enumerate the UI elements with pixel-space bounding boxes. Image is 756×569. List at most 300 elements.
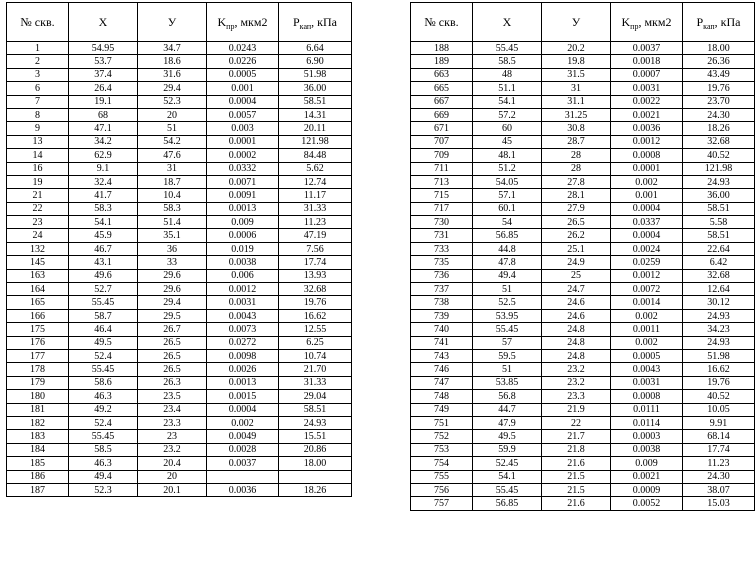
table-row	[7, 390, 352, 403]
table-row	[7, 216, 352, 229]
cell-y: 26.5	[138, 363, 207, 376]
cell-x: 55.45	[69, 430, 138, 443]
cell-x: 56.85	[473, 229, 542, 242]
cell-permeability: 0.002	[611, 336, 683, 349]
cell-well-number: 748	[411, 390, 473, 403]
cell-capillary-pressure: 6.25	[279, 336, 352, 349]
cell-capillary-pressure: 12.64	[683, 283, 755, 296]
cell-capillary-pressure: 18.00	[683, 42, 755, 55]
cell-well-number: 177	[7, 349, 69, 362]
cell-x: 57	[473, 336, 542, 349]
cell-well-number: 735	[411, 256, 473, 269]
cell-capillary-pressure: 6.42	[683, 256, 755, 269]
cell-x: 60	[473, 122, 542, 135]
cell-well-number: 185	[7, 457, 69, 470]
table-row	[411, 457, 755, 470]
cell-capillary-pressure: 16.62	[683, 363, 755, 376]
cell-x: 49.4	[473, 269, 542, 282]
cell-x: 59.5	[473, 349, 542, 362]
cell-well-number: 176	[7, 336, 69, 349]
header-k-symbol: K	[621, 14, 631, 29]
cell-capillary-pressure: 58.51	[683, 229, 755, 242]
cell-x: 52.7	[69, 283, 138, 296]
cell-y: 29.4	[138, 82, 207, 95]
table-row	[411, 483, 755, 496]
cell-y: 23.4	[138, 403, 207, 416]
table-row	[411, 55, 755, 68]
cell-x: 51.1	[473, 82, 542, 95]
cell-capillary-pressure: 36.00	[683, 189, 755, 202]
cell-well-number: 21	[7, 189, 69, 202]
cell-capillary-pressure: 24.93	[683, 336, 755, 349]
cell-capillary-pressure: 51.98	[279, 68, 352, 81]
cell-capillary-pressure	[279, 470, 352, 483]
cell-permeability: 0.0001	[611, 162, 683, 175]
cell-capillary-pressure: 15.51	[279, 430, 352, 443]
cell-x: 57.2	[473, 108, 542, 121]
cell-y: 21.7	[542, 430, 611, 443]
cell-permeability: 0.0005	[611, 349, 683, 362]
table-row	[7, 457, 352, 470]
cell-y: 29.6	[138, 283, 207, 296]
cell-well-number: 740	[411, 323, 473, 336]
cell-y: 24.6	[542, 296, 611, 309]
cell-capillary-pressure: 11.17	[279, 189, 352, 202]
table-row	[411, 470, 755, 483]
cell-x: 44.7	[473, 403, 542, 416]
cell-y: 20.2	[542, 42, 611, 55]
cell-permeability: 0.003	[207, 122, 279, 135]
cell-capillary-pressure: 34.23	[683, 323, 755, 336]
cell-y: 19.8	[542, 55, 611, 68]
cell-permeability: 0.0021	[611, 108, 683, 121]
cell-permeability: 0.0038	[207, 256, 279, 269]
cell-well-number: 183	[7, 430, 69, 443]
cell-y: 20	[138, 470, 207, 483]
cell-capillary-pressure: 24.93	[683, 309, 755, 322]
table-row	[7, 135, 352, 148]
cell-capillary-pressure: 11.23	[279, 216, 352, 229]
table-row	[411, 229, 755, 242]
header-x: X	[69, 3, 138, 42]
cell-y: 23.3	[542, 390, 611, 403]
cell-well-number: 189	[411, 55, 473, 68]
cell-x: 59.9	[473, 443, 542, 456]
cell-capillary-pressure: 58.51	[683, 202, 755, 215]
cell-y: 21.8	[542, 443, 611, 456]
cell-x: 49.5	[69, 336, 138, 349]
cell-x: 55.45	[473, 483, 542, 496]
cell-well-number: 743	[411, 349, 473, 362]
header-p-unit: , кПа	[311, 14, 337, 29]
cell-x: 51	[473, 283, 542, 296]
cell-x: 58.7	[69, 309, 138, 322]
cell-permeability: 0.0012	[611, 135, 683, 148]
cell-y: 51	[138, 122, 207, 135]
cell-y: 20	[138, 108, 207, 121]
cell-permeability: 0.0049	[207, 430, 279, 443]
cell-x: 37.4	[69, 68, 138, 81]
cell-well-number: 164	[7, 283, 69, 296]
cell-capillary-pressure: 58.51	[279, 95, 352, 108]
cell-well-number: 754	[411, 457, 473, 470]
cell-x: 34.2	[69, 135, 138, 148]
cell-permeability: 0.0018	[611, 55, 683, 68]
table-row	[7, 68, 352, 81]
header-well-number: № скв.	[411, 3, 473, 42]
right-data-table	[410, 2, 755, 511]
cell-well-number: 663	[411, 68, 473, 81]
cell-permeability: 0.0098	[207, 349, 279, 362]
cell-well-number: 166	[7, 309, 69, 322]
cell-x: 55.45	[69, 363, 138, 376]
table-row	[7, 269, 352, 282]
cell-permeability: 0.0272	[207, 336, 279, 349]
cell-x: 26.4	[69, 82, 138, 95]
cell-y: 27.8	[542, 175, 611, 188]
cell-capillary-pressure: 9.91	[683, 416, 755, 429]
table-row	[7, 42, 352, 55]
cell-x: 43.1	[69, 256, 138, 269]
cell-y: 26.5	[138, 349, 207, 362]
table-row	[411, 336, 755, 349]
cell-permeability: 0.0111	[611, 403, 683, 416]
header-x: X	[473, 3, 542, 42]
cell-x: 56.8	[473, 390, 542, 403]
cell-x: 48	[473, 68, 542, 81]
table-row	[411, 416, 755, 429]
header-y: У	[542, 3, 611, 42]
cell-permeability: 0.0011	[611, 323, 683, 336]
cell-x: 53.95	[473, 309, 542, 322]
cell-permeability: 0.0012	[611, 269, 683, 282]
cell-capillary-pressure: 19.76	[683, 376, 755, 389]
table-row	[411, 256, 755, 269]
cell-capillary-pressure: 18.00	[279, 457, 352, 470]
table-row	[411, 149, 755, 162]
cell-y: 31.25	[542, 108, 611, 121]
cell-x: 46.7	[69, 242, 138, 255]
cell-well-number: 711	[411, 162, 473, 175]
cell-capillary-pressure: 15.03	[683, 497, 755, 510]
table-row	[411, 390, 755, 403]
cell-y: 36	[138, 242, 207, 255]
cell-well-number: 757	[411, 497, 473, 510]
cell-x: 54	[473, 216, 542, 229]
cell-well-number: 707	[411, 135, 473, 148]
cell-permeability: 0.0008	[611, 149, 683, 162]
cell-x: 52.3	[69, 483, 138, 496]
cell-capillary-pressure: 20.86	[279, 443, 352, 456]
cell-well-number: 736	[411, 269, 473, 282]
table-row	[411, 403, 755, 416]
cell-permeability: 0.0332	[207, 162, 279, 175]
cell-x: 53.85	[473, 376, 542, 389]
cell-permeability: 0.0002	[207, 149, 279, 162]
cell-permeability: 0.0037	[207, 457, 279, 470]
table-row	[411, 82, 755, 95]
table-row	[411, 189, 755, 202]
cell-capillary-pressure: 47.19	[279, 229, 352, 242]
cell-well-number: 1	[7, 42, 69, 55]
cell-y: 21.6	[542, 497, 611, 510]
cell-x: 49.6	[69, 269, 138, 282]
cell-well-number: 187	[7, 483, 69, 496]
cell-x: 58.5	[473, 55, 542, 68]
cell-y: 21.6	[542, 457, 611, 470]
cell-permeability: 0.0004	[611, 229, 683, 242]
cell-y: 28	[542, 162, 611, 175]
cell-well-number: 671	[411, 122, 473, 135]
cell-capillary-pressure: 12.55	[279, 323, 352, 336]
cell-well-number: 181	[7, 403, 69, 416]
header-p-subscript: кап	[703, 21, 715, 31]
table-row	[411, 363, 755, 376]
cell-x: 56.85	[473, 497, 542, 510]
cell-capillary-pressure: 12.74	[279, 175, 352, 188]
cell-capillary-pressure: 7.56	[279, 242, 352, 255]
header-capillary-pressure	[279, 3, 352, 42]
cell-well-number: 6	[7, 82, 69, 95]
cell-y: 25	[542, 269, 611, 282]
header-well-number: № скв.	[7, 3, 69, 42]
cell-y: 31.5	[542, 68, 611, 81]
cell-y: 52.3	[138, 95, 207, 108]
cell-x: 58.3	[69, 202, 138, 215]
cell-well-number: 22	[7, 202, 69, 215]
cell-well-number: 180	[7, 390, 69, 403]
cell-x: 52.4	[69, 349, 138, 362]
cell-well-number: 730	[411, 216, 473, 229]
cell-capillary-pressure: 14.31	[279, 108, 352, 121]
header-p-symbol: P	[292, 14, 300, 29]
cell-well-number: 23	[7, 216, 69, 229]
cell-y: 23.2	[138, 443, 207, 456]
cell-permeability: 0.0091	[207, 189, 279, 202]
cell-well-number: 755	[411, 470, 473, 483]
table-row	[411, 430, 755, 443]
cell-permeability: 0.0114	[611, 416, 683, 429]
cell-permeability: 0.0038	[611, 443, 683, 456]
cell-x: 54.05	[473, 175, 542, 188]
cell-permeability: 0.0037	[611, 42, 683, 55]
table-row	[7, 149, 352, 162]
cell-well-number: 751	[411, 416, 473, 429]
cell-permeability: 0.0073	[207, 323, 279, 336]
cell-well-number: 747	[411, 376, 473, 389]
cell-permeability: 0.009	[611, 457, 683, 470]
cell-y: 29.4	[138, 296, 207, 309]
cell-y: 30.8	[542, 122, 611, 135]
cell-well-number: 741	[411, 336, 473, 349]
header-k-unit: , мкм2	[638, 14, 672, 29]
table-row	[411, 269, 755, 282]
cell-capillary-pressure: 40.52	[683, 149, 755, 162]
cell-permeability: 0.0004	[207, 95, 279, 108]
table-row	[411, 68, 755, 81]
cell-capillary-pressure: 18.26	[683, 122, 755, 135]
cell-y: 54.2	[138, 135, 207, 148]
cell-x: 62.9	[69, 149, 138, 162]
cell-well-number: 132	[7, 242, 69, 255]
cell-permeability: 0.0036	[611, 122, 683, 135]
table-row	[7, 336, 352, 349]
cell-y: 21.9	[542, 403, 611, 416]
cell-y: 28.7	[542, 135, 611, 148]
table-row	[411, 162, 755, 175]
table-row	[411, 202, 755, 215]
table-row	[411, 323, 755, 336]
cell-y: 20.4	[138, 457, 207, 470]
cell-permeability: 0.0226	[207, 55, 279, 68]
table-row	[7, 229, 352, 242]
table-row	[7, 162, 352, 175]
cell-well-number: 746	[411, 363, 473, 376]
cell-y: 23.5	[138, 390, 207, 403]
cell-capillary-pressure: 26.36	[683, 55, 755, 68]
left-table-body	[7, 42, 352, 497]
cell-y: 33	[138, 256, 207, 269]
cell-permeability: 0.0013	[207, 376, 279, 389]
cell-y: 24.8	[542, 336, 611, 349]
cell-permeability: 0.0004	[611, 202, 683, 215]
cell-x: 41.7	[69, 189, 138, 202]
cell-permeability: 0.0015	[207, 390, 279, 403]
cell-well-number: 715	[411, 189, 473, 202]
table-row	[411, 216, 755, 229]
cell-x: 54.95	[69, 42, 138, 55]
cell-capillary-pressure: 121.98	[279, 135, 352, 148]
cell-y: 25.1	[542, 242, 611, 255]
cell-x: 57.1	[473, 189, 542, 202]
cell-well-number: 178	[7, 363, 69, 376]
cell-y: 22	[542, 416, 611, 429]
cell-well-number: 145	[7, 256, 69, 269]
cell-permeability: 0.0036	[207, 483, 279, 496]
cell-well-number: 667	[411, 95, 473, 108]
cell-x: 47.8	[473, 256, 542, 269]
cell-capillary-pressure: 5.62	[279, 162, 352, 175]
cell-well-number: 14	[7, 149, 69, 162]
cell-permeability: 0.019	[207, 242, 279, 255]
cell-well-number: 709	[411, 149, 473, 162]
cell-capillary-pressure: 16.62	[279, 309, 352, 322]
cell-y: 27.9	[542, 202, 611, 215]
table-row	[411, 242, 755, 255]
table-row	[7, 349, 352, 362]
table-row	[411, 497, 755, 510]
header-permeability	[207, 3, 279, 42]
cell-y: 29.6	[138, 269, 207, 282]
cell-well-number: 8	[7, 108, 69, 121]
header-permeability	[611, 3, 683, 42]
cell-y: 35.1	[138, 229, 207, 242]
table-row	[7, 242, 352, 255]
cell-permeability: 0.0071	[207, 175, 279, 188]
header-p-symbol: P	[696, 14, 704, 29]
cell-y: 24.8	[542, 323, 611, 336]
cell-capillary-pressure: 84.48	[279, 149, 352, 162]
table-row	[411, 309, 755, 322]
cell-capillary-pressure: 10.74	[279, 349, 352, 362]
cell-capillary-pressure: 43.49	[683, 68, 755, 81]
cell-permeability: 0.0004	[207, 403, 279, 416]
table-row	[7, 483, 352, 496]
cell-y: 26.7	[138, 323, 207, 336]
cell-well-number: 16	[7, 162, 69, 175]
cell-permeability: 0.0001	[207, 135, 279, 148]
cell-capillary-pressure: 24.30	[683, 470, 755, 483]
cell-x: 32.4	[69, 175, 138, 188]
cell-x: 54.1	[69, 216, 138, 229]
cell-capillary-pressure: 10.05	[683, 403, 755, 416]
header-p-subscript: кап	[299, 21, 312, 31]
right-table-body	[411, 42, 755, 511]
cell-x: 58.6	[69, 376, 138, 389]
cell-permeability: 0.0072	[611, 283, 683, 296]
cell-well-number: 756	[411, 483, 473, 496]
table-row	[7, 470, 352, 483]
cell-y: 10.4	[138, 189, 207, 202]
cell-well-number: 179	[7, 376, 69, 389]
cell-x: 60.1	[473, 202, 542, 215]
cell-capillary-pressure: 17.74	[683, 443, 755, 456]
cell-capillary-pressure: 32.68	[683, 269, 755, 282]
table-row	[7, 108, 352, 121]
cell-permeability: 0.0012	[207, 283, 279, 296]
cell-permeability: 0.0013	[207, 202, 279, 215]
cell-x: 19.1	[69, 95, 138, 108]
cell-x: 51	[473, 363, 542, 376]
table-row	[411, 376, 755, 389]
cell-well-number: 753	[411, 443, 473, 456]
cell-capillary-pressure: 36.00	[279, 82, 352, 95]
cell-permeability: 0.0014	[611, 296, 683, 309]
cell-y: 23.2	[542, 363, 611, 376]
cell-permeability: 0.0243	[207, 42, 279, 55]
cell-capillary-pressure: 40.52	[683, 390, 755, 403]
cell-capillary-pressure: 24.30	[683, 108, 755, 121]
cell-permeability: 0.009	[207, 216, 279, 229]
cell-y: 58.3	[138, 202, 207, 215]
cell-well-number: 749	[411, 403, 473, 416]
cell-x: 49.5	[473, 430, 542, 443]
cell-x: 55.45	[473, 42, 542, 55]
table-row	[7, 122, 352, 135]
cell-y: 28.1	[542, 189, 611, 202]
cell-permeability: 0.0337	[611, 216, 683, 229]
cell-capillary-pressure: 20.11	[279, 122, 352, 135]
cell-x: 68	[69, 108, 138, 121]
table-row	[7, 95, 352, 108]
table-row	[411, 135, 755, 148]
cell-permeability: 0.0009	[611, 483, 683, 496]
cell-capillary-pressure: 24.93	[683, 175, 755, 188]
cell-well-number: 669	[411, 108, 473, 121]
cell-y: 23	[138, 430, 207, 443]
cell-x: 53.7	[69, 55, 138, 68]
cell-well-number: 182	[7, 416, 69, 429]
table-row	[7, 283, 352, 296]
cell-well-number: 13	[7, 135, 69, 148]
cell-x: 52.5	[473, 296, 542, 309]
cell-y: 29.5	[138, 309, 207, 322]
cell-x: 55.45	[473, 323, 542, 336]
cell-capillary-pressure: 68.14	[683, 430, 755, 443]
cell-x: 49.2	[69, 403, 138, 416]
cell-y: 24.9	[542, 256, 611, 269]
cell-capillary-pressure: 29.04	[279, 390, 352, 403]
